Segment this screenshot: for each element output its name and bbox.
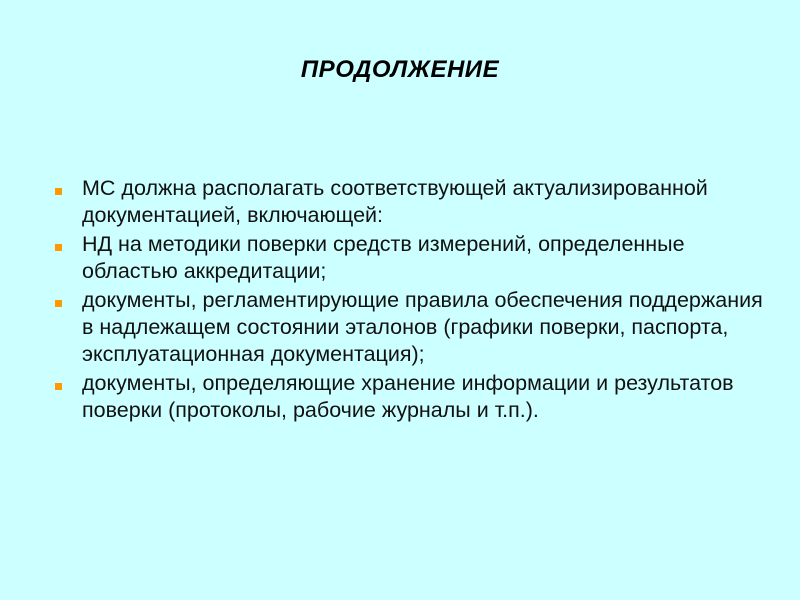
bullet-item bbox=[50, 370, 770, 424]
bullet-item bbox=[50, 231, 770, 285]
bullet-text: документы, определяющие хранение информации и результатов поверки (протоколы, рабочие журналы и т.п.). bbox=[82, 371, 734, 422]
square-bullet-icon bbox=[55, 188, 62, 195]
square-bullet-icon bbox=[55, 300, 62, 307]
bullet-text: МС должна располагать соответствующей актуализированной документацией, включающей: bbox=[82, 176, 708, 227]
slide-title: ПРОДОЛЖЕНИЕ bbox=[300, 56, 500, 83]
square-bullet-icon bbox=[55, 244, 62, 251]
bullet-item bbox=[50, 287, 770, 368]
bullet-item bbox=[50, 175, 770, 229]
square-bullet-icon bbox=[55, 383, 62, 390]
bullet-text: НД на методики поверки средств измерений, определенные областью аккредитации; bbox=[82, 232, 685, 283]
bullet-list bbox=[50, 175, 770, 426]
bullet-text: документы, регламентирующие правила обеспечения поддержания в надлежащем состоянии эталонов (графики поверки, паспорта, эксплуатационная документация); bbox=[82, 288, 763, 366]
